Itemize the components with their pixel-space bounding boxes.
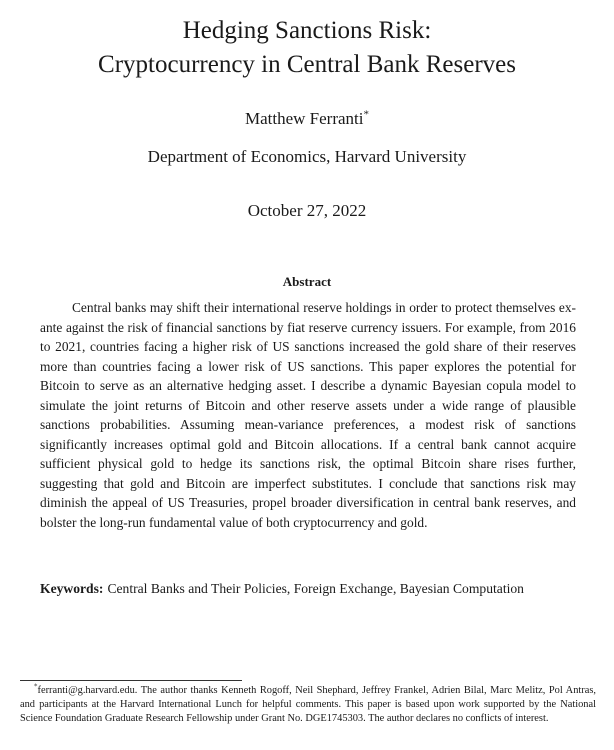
- author-affiliation: Department of Economics, Harvard University: [147, 147, 467, 166]
- abstract-body: Central banks may shift their international reserve holdings in order to protect themselves ex-ante against the risk of financial sanctions by fiat reserve currency issuers. For example, from 2016 to 2021, countries facing a higher risk of US sanctions increased the gold share of their reserves more than countries facing a lower risk of US sanctions. This paper explores the potential for Bitcoin to serve as an alternative hedging asset. I describe a dynamic Bayesian copula model to simulate the joint returns of Bitcoin and other reserve assets under a wide range of plausible sanctions probabilities. Assuming mean-variance preferences, a modest risk of sanctions significantly increases optimal gold and Bitcoin allocations. If a central bank cannot acquire sufficient physical gold to hedge its sanctions risk, the optimal Bitcoin share rises further, suggesting that gold and Bitcoin are imperfect substitutes. I conclude that sanctions risk may diminish the appeal of US Treasuries, propel broader diversification in central bank reserves, and bolster the long-run fundamental value of both cryptocurrency and gold.: [40, 300, 576, 530]
- keywords-line: [40, 580, 600, 598]
- paper-title: [0, 14, 614, 82]
- abstract-heading: Abstract: [282, 274, 332, 289]
- author-name: [0, 108, 614, 130]
- author-name-text: Matthew Ferranti: [245, 109, 364, 128]
- keywords-list: Central Banks and Their Policies, Foreign Exchange, Bayesian Computation: [107, 581, 524, 596]
- title-line-1: Hedging Sanctions Risk:: [182, 17, 432, 44]
- keywords-label: Keywords:: [40, 581, 104, 596]
- footnote: [20, 684, 596, 726]
- title-line-2: Cryptocurrency in Central Bank Reserves: [98, 51, 516, 78]
- footnote-text: ferranti@g.harvard.edu. The author thanks Kenneth Rogoff, Neil Shephard, Jeffrey Frankel, Adrien Bilal, Marc Melitz, Pol Antras, and participants at the Harvard International Lunch for helpful comments. This paper is based upon work supported by the National Science Foundation Graduate Research Fellowship under Grant No. DGE1745303. The author declares no conflicts of interest.: [20, 685, 596, 724]
- footnote-mark: *: [34, 682, 38, 691]
- author-footnote-mark[interactable]: *: [363, 108, 369, 121]
- footnote-divider: [20, 680, 242, 681]
- paper-date: October 27, 2022: [247, 201, 367, 220]
